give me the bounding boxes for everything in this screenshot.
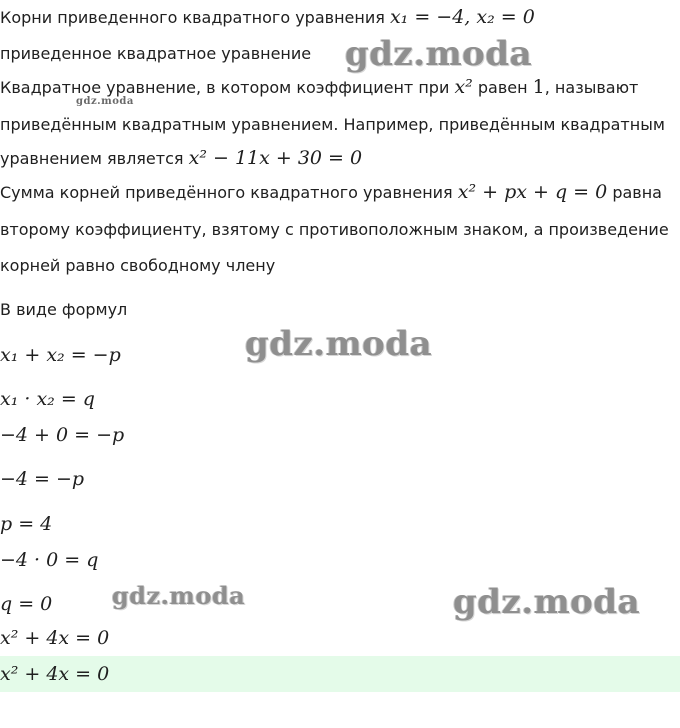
formula-p-value: p = 4	[0, 513, 53, 535]
definition-line-2: приведённым квадратным уравнением. Например, приведённым квадратным	[0, 115, 665, 134]
vieta-line-1	[0, 181, 662, 204]
definition-text-b: равен	[472, 78, 533, 97]
vieta-line-2: второму коэффициенту, взятому с противоположным знаком, а произведение	[0, 220, 669, 239]
vieta-text-a: Сумма корней приведённого квадратного уравнения	[0, 183, 458, 202]
subheading-reduced-equation: приведенное квадратное уравнение	[0, 44, 312, 63]
formula-resulting-equation: x² + 4x = 0	[0, 627, 110, 649]
definition-text-c: , называют	[544, 78, 639, 97]
example-text: уравнением является	[0, 149, 189, 168]
formula-sum-simplified: −4 = −p	[0, 468, 85, 490]
watermark-logo: gdz.moda	[245, 324, 433, 364]
formula-product: x₁ · x₂ = q	[0, 388, 95, 410]
formula-q-value: q = 0	[0, 593, 53, 615]
formula-product-substituted: −4 · 0 = q	[0, 549, 99, 571]
watermark-logo-small: gdz.moda	[76, 96, 134, 107]
definition-one: 1	[532, 76, 545, 98]
vieta-text-b: равна	[607, 183, 662, 202]
watermark-logo: gdz.moda	[345, 34, 533, 74]
definition-x-squared: x²	[454, 76, 473, 98]
example-line	[0, 147, 362, 170]
example-equation: x² − 11x + 30 = 0	[188, 147, 363, 169]
roots-statement-text: Корни приведенного квадратного уравнения	[0, 8, 390, 27]
vieta-equation: x² + px + q = 0	[457, 181, 608, 203]
vieta-line-3: корней равно свободному члену	[0, 256, 276, 275]
definition-text-a: Квадратное уравнение, в котором коэффициент при	[0, 78, 455, 97]
formula-sum: x₁ + x₂ = −p	[0, 344, 121, 366]
formula-sum-substituted: −4 + 0 = −p	[0, 424, 125, 446]
roots-values: x₁ = −4, x₂ = 0	[389, 6, 535, 28]
answer-equation: x² + 4x = 0	[0, 663, 110, 685]
watermark-logo: gdz.moda	[453, 582, 641, 622]
watermark-logo: gdz.moda	[112, 581, 246, 610]
roots-statement	[0, 6, 535, 29]
formulas-heading: В виде формул	[0, 300, 128, 319]
